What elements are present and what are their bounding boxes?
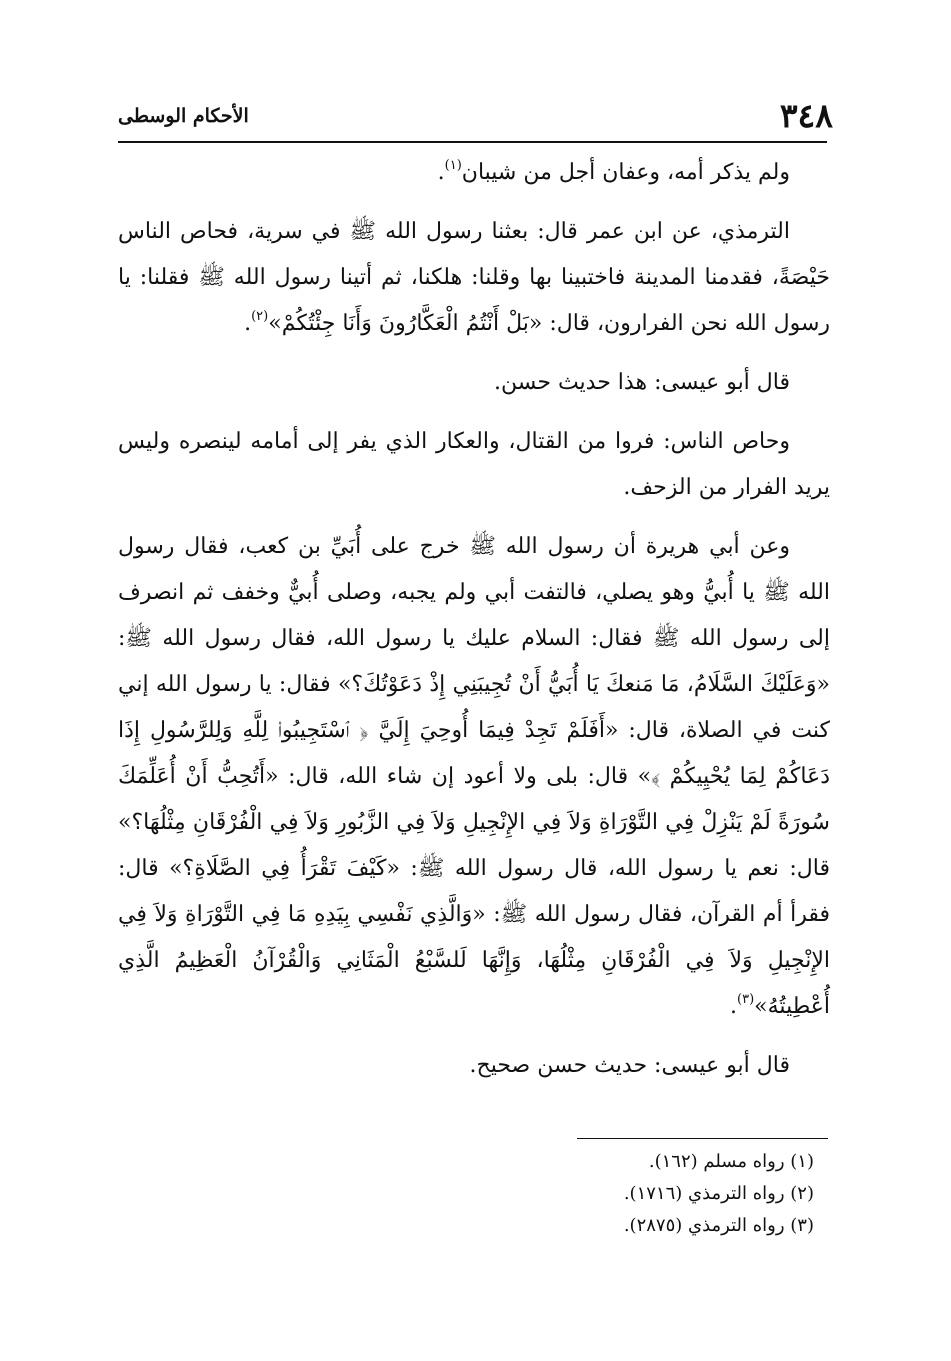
paragraph-3: قال أبو عيسى: هذا حديث حسن. bbox=[493, 370, 790, 395]
header-divider bbox=[118, 141, 827, 143]
paragraph-2: الترمذي، عن ابن عمر قال: بعثنا رسول الله ﷺ في سرية، فحاص الناس حَيْصَةً، فقدمنا المدينة فاختبينا بها وقلنا: هلكنا، ثم أتينا رسول الله ﷺ فقلنا: يا رسول الله نحن الفرارون، قال: «بَلْ أَنْتُمُ الْعَكَّارُونَ وَأَنَا جِئْتُكُمْ»$^{(٢)}$. bbox=[118, 219, 830, 336]
main-text bbox=[118, 150, 830, 1102]
paragraph-5: وعن أبي هريرة أن رسول الله ﷺ خرج على أُبَيِّ بن كعب، فقال رسول الله ﷺ يا أُبيُّ وهو يصلي، فالتفت أبي ولم يجبه، وصلى أُبيٌّ وخفف ثم انصرف إلى رسول الله ﷺ فقال: السلام عليك يا رسول الله، فقال رسول الله ﷺ: «وَعَلَيْكَ السَّلَامُ، مَا مَنعكَ يَا أُبَيُّ أَنْ تُجِيبَنِي إِذْ دَعَوْتُكَ؟» فقال: يا رسول الله إني كنت في الصلاة، قال: «أَفَلَمْ تَجِدْ فِيمَا أُوحِيَ إِلَيَّ ﴿ ٱسْتَجِيبُوا۟ لِلَّهِ وَلِلرَّسُولِ إِذَا دَعَاكُمْ لِمَا يُحْيِيكُمْ ﴾» قال: بلى ولا أعود إن شاء الله، قال: «أَتُحِبُّ أَنْ أُعَلِّمَكَ سُورَةً لَمْ يَنْزِلْ فِي التَّوْرَاةِ وَلاَ فِي الإِنْجِيلِ وَلاَ فِي الزَّبُورِ وَلاَ فِي الْفُرْقَانِ مِثْلُهَا؟» قال: نعم يا رسول الله، قال رسول الله ﷺ: «كَيْفَ تَقْرَأُ فِي الصَّلَاةِ؟» قال: فقرأ أم القرآن، فقال رسول الله ﷺ: «وَالَّذِي نَفْسِي بِيَدِهِ مَا فِي التَّوْرَاةِ وَلاَ فِي الإِنْجِيلِ وَلاَ فِي الْفُرْقَانِ مِثْلُهَا، وَإِنَّهَا لَلسَّبْعُ الْمَثَانِي وَالْقُرْآنُ الْعَظِيمُ الَّذِي أُعْطِيتُهُ»$^{(٣)}$. bbox=[118, 534, 830, 1019]
book-title: الأحكام الوسطى bbox=[118, 105, 249, 127]
footnote-divider bbox=[577, 1138, 828, 1139]
footnote-ref-1: (١) bbox=[444, 158, 462, 173]
footnote-1: (١) رواه مسلم (١٦٢). bbox=[648, 1151, 814, 1172]
footnote-2: (٢) رواه الترمذي (١٧١٦). bbox=[623, 1183, 814, 1204]
footnote-ref-2: (٢) bbox=[251, 309, 269, 324]
running-head bbox=[118, 88, 833, 135]
page-number: ٣٤٨ bbox=[779, 96, 833, 135]
footnote-3: (٣) رواه الترمذي (٢٨٧٥). bbox=[623, 1215, 814, 1236]
paragraph-4: وحاص الناس: فروا من القتال، والعكار الذي يفر إلى أمامه لينصره وليس يريد الفرار من الزحف. bbox=[118, 429, 830, 500]
paragraph-1: ولم يذكر أمه، وعفان أجل من شيبان$^{(١)}$. bbox=[437, 158, 790, 185]
footnotes bbox=[118, 1146, 828, 1242]
footnote-ref-3: (٣) bbox=[737, 992, 755, 1007]
paragraph-6: قال أبو عيسى: حديث حسن صحيح. bbox=[469, 1053, 790, 1078]
